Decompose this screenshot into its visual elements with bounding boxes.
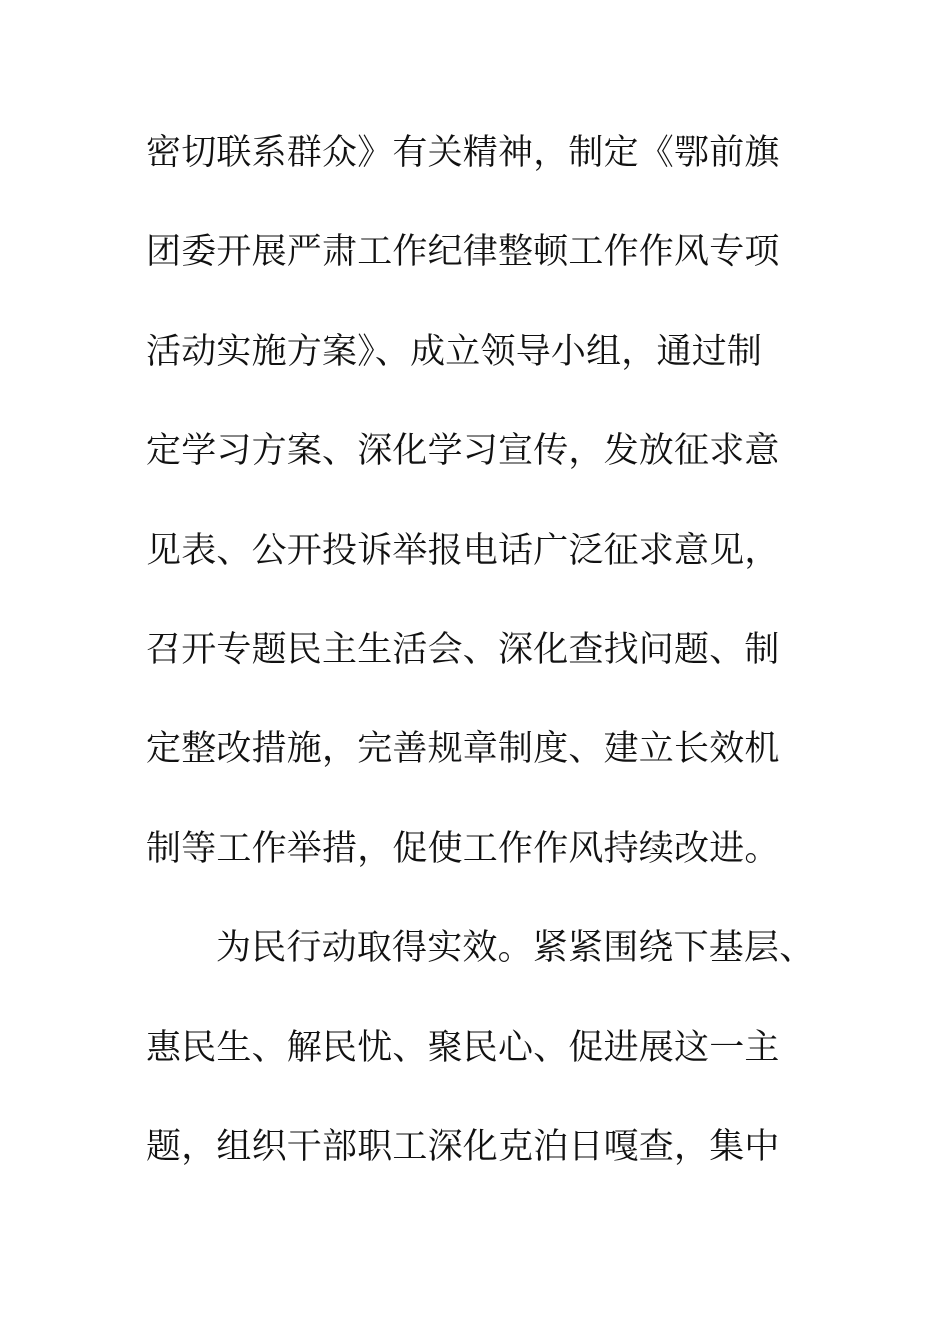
text-line: 制等工作举措，促使工作作风持续改进。 — [146, 829, 780, 869]
text-line: 召开专题民主生活会、深化查找问题、制 — [146, 630, 780, 670]
text-line: 团委开展严肃工作纪律整顿工作作风专项 — [146, 232, 780, 272]
text-line: 定学习方案、深化学习宣传，发放征求意 — [146, 431, 780, 471]
text-line: 惠民生、解民忧、聚民心、促进展这一主 — [146, 1028, 780, 1068]
paragraph-start-line: 为民行动取得实效。紧紧围绕下基层、 — [216, 928, 815, 968]
text-line: 见表、公开投诉举报电话广泛征求意见， — [146, 531, 780, 571]
text-line: 密切联系群众》有关精神，制定《鄂前旗 — [146, 133, 780, 173]
text-line: 定整改措施，完善规章制度、建立长效机 — [146, 729, 780, 769]
text-line: 活动实施方案》、成立领导小组，通过制 — [146, 332, 763, 372]
text-line: 题，组织干部职工深化克泊日嘎查，集中 — [146, 1127, 780, 1167]
